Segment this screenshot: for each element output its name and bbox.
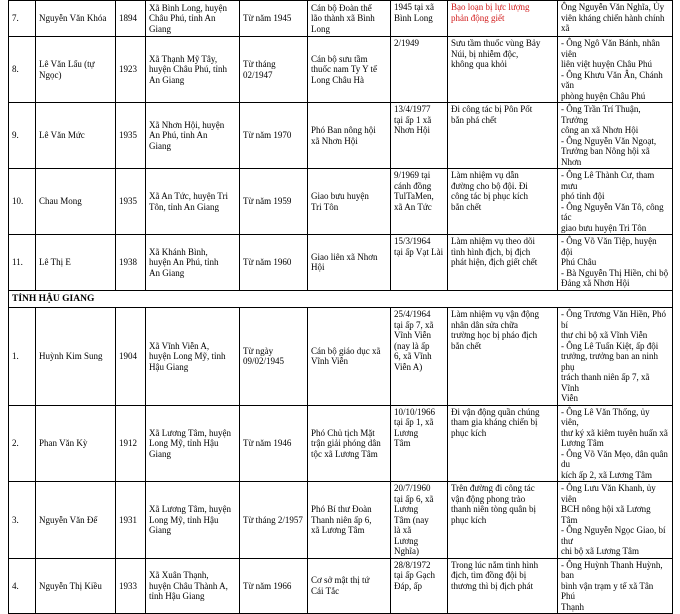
table-body-hau-giang (9, 308, 673, 614)
cell-birth-year: 1931 (116, 482, 146, 559)
cell-death-reason: Sưu tầm thuốc vùng Bảy Núi, bị nhiễm độc, không qua khỏi (448, 37, 558, 103)
table-section-header (9, 290, 673, 308)
cell-stt: 4. (9, 558, 36, 614)
cell-stt: 9. (9, 103, 36, 169)
cell-service-period: Từ năm 1946 (240, 405, 308, 482)
cell-role: Giao bưu huyện Tri Tôn (308, 169, 391, 235)
table-row (9, 405, 673, 482)
cell-role: Cơ sở mật thị tứ Cái Tắc (308, 558, 391, 614)
cell-address: Xã Lương Tâm, huyện Long Mỹ, tỉnh Hậu Giang (146, 482, 240, 559)
cell-death-place: 28/8/1972 tại ấp Gạch Đáp, ấp (391, 558, 448, 614)
cell-birth-year: 1904 (116, 308, 146, 406)
cell-death-reason: Đi vận động quần chúng tham gia kháng chiến bị phục kích (448, 405, 558, 482)
cell-service-period: Từ năm 1945 (240, 1, 308, 37)
cell-address: Xã Lương Tâm, huyện Long Mỹ, tỉnh Hậu Giang (146, 405, 240, 482)
table-row (9, 558, 673, 614)
cell-stt: 3. (9, 482, 36, 559)
cell-service-period: Từ tháng 02/1947 (240, 37, 308, 103)
cell-service-period: Từ năm 1966 (240, 558, 308, 614)
cell-death-place: 2/1949 (391, 37, 448, 103)
table-row (9, 482, 673, 559)
cell-role: Cán bộ sưu tầm thuốc nam Ty Y tế Long Châu Hà (308, 37, 391, 103)
cell-service-period: Từ năm 1960 (240, 235, 308, 291)
cell-role: Phó Bí thư Đoàn Thanh niên ấp 6, xã Lương Tâm (308, 482, 391, 559)
cell-stt: 8. (9, 37, 36, 103)
table-row (9, 235, 673, 291)
cell-witnesses: - Ông Trần Trí Thuận, Trưởng công an xã Nhơn Hội - Ông Nguyễn Văn Ngoạt, Trưởng ban Nông hội xã Nhơn (558, 103, 673, 169)
cell-death-place: 9/1969 tại cánh đồng TulTaMen, xã An Tức (391, 169, 448, 235)
cell-name: Huỳnh Kim Sung (36, 308, 116, 406)
cell-birth-year: 1933 (116, 558, 146, 614)
cell-birth-year: 1938 (116, 235, 146, 291)
cell-name: Chau Mong (36, 169, 116, 235)
cell-name: Phan Văn Kỳ (36, 405, 116, 482)
cell-death-reason: Đi công tác bị Pôn Pốt bắn phá chết (448, 103, 558, 169)
cell-service-period: Từ năm 1959 (240, 169, 308, 235)
cell-stt: 10. (9, 169, 36, 235)
cell-death-reason: Làm nhiệm vụ vận động nhân dân sửa chữa trường học bị pháo địch bắn chết (448, 308, 558, 406)
martyr-records-table (8, 0, 673, 614)
cell-role: Giao liên xã Nhơn Hội (308, 235, 391, 291)
cell-address: Xã Xuân Thạnh, huyện Châu Thành A, tỉnh Hậu Giang (146, 558, 240, 614)
cell-birth-year: 1912 (116, 405, 146, 482)
cell-death-reason: Trên đường đi công tác vận động phong trào thanh niên tòng quân bị phục kích (448, 482, 558, 559)
table-row (9, 103, 673, 169)
cell-stt: 2. (9, 405, 36, 482)
cell-witnesses: - Ông Lê Thành Cư, tham mưu phó tỉnh đội - Ông Nguyễn Văn Tô, công tác giao bưu huyện Tri Tôn (558, 169, 673, 235)
cell-death-place: 15/3/1964 tại ấp Vạt Lài (391, 235, 448, 291)
cell-stt: 11. (9, 235, 36, 291)
cell-name: Lê Văn Mức (36, 103, 116, 169)
cell-death-reason: Làm nhiệm vụ theo dõi tình hình địch, bị địch phát hiện, địch giết chết (448, 235, 558, 291)
cell-name: Nguyễn Văn Đế (36, 482, 116, 559)
cell-name: Lê Thị E (36, 235, 116, 291)
table-row (9, 169, 673, 235)
cell-birth-year: 1935 (116, 169, 146, 235)
cell-witnesses: - Ông Lưu Văn Khanh, ủy viên BCH nông hội xã Lương Tâm - Ông Nguyễn Ngọc Giao, bí thư chi bộ xã Lương Tâm (558, 482, 673, 559)
cell-witnesses: - Ông Lê Văn Thống, ủy viên, thư ký xã kiêm tuyên huấn xã Lương Tâm - Ông Võ Văn Mẹo, dân quân du kích ấp 2, xã Lương Tâm (558, 405, 673, 482)
cell-death-place: 20/7/1960 tại ấp 6, xã Lương Tâm (nay là xã Lương Nghĩa) (391, 482, 448, 559)
cell-witnesses: Ông Nguyễn Văn Nghĩa, Ủy viên kháng chiến hành chính xã (558, 1, 673, 37)
cell-death-place: 25/4/1964 tại ấp 7, xã Vĩnh Viễn (nay là ấp 6, xã Vĩnh Viễn A) (391, 308, 448, 406)
table-body-an-giang (9, 1, 673, 291)
cell-name: Lê Văn Lẩu (tự Ngọc) (36, 37, 116, 103)
cell-role: Phó Chủ tịch Mặt trận giải phóng dân tộc xã Lương Tâm (308, 405, 391, 482)
cell-birth-year: 1894 (116, 1, 146, 37)
cell-role: Cán bộ Đoàn thể lão thành xã Bình Long (308, 1, 391, 37)
cell-name: Nguyễn Thị Kiều (36, 558, 116, 614)
cell-death-reason: Làm nhiệm vụ dẫn đường cho bộ đội. Đi công tác bị phục kích bắn chết (448, 169, 558, 235)
cell-address: Xã An Tức, huyện Tri Tôn, tỉnh An Giang (146, 169, 240, 235)
cell-address: Xã Thạnh Mỹ Tây, huyện Châu Phú, tỉnh An Giang (146, 37, 240, 103)
cell-service-period: Từ ngày 09/02/1945 (240, 308, 308, 406)
section-row (9, 290, 673, 308)
cell-death-place: 13/4/1977 tại ấp 1 xã Nhơn Hội (391, 103, 448, 169)
cell-witnesses: - Ông Huỳnh Thanh Huỳnh, ban bình vận trạm y tế xã Tân Phú Thạnh (558, 558, 673, 614)
cell-birth-year: 1923 (116, 37, 146, 103)
cell-death-reason: Bạo loạn bị lực lượng phản động giết (448, 1, 558, 37)
section-title: TỈNH HẬU GIANG (9, 290, 673, 308)
cell-role: Phó Ban nông hội xã Nhơn Hội (308, 103, 391, 169)
cell-address: Xã Vĩnh Viễn A, huyện Long Mỹ, tỉnh Hậu Giang (146, 308, 240, 406)
cell-death-reason: Trong lúc nắm tình hình địch, tìm đồng đội bị thương thì bị địch phát (448, 558, 558, 614)
cell-witnesses: - Ông Ngô Văn Bánh, nhân viên liên việt huyện Châu Phú - Ông Khưu Văn Ân, Chánh văn phòng huyện Châu Phú (558, 37, 673, 103)
cell-address: Xã Khánh Bình, huyện An Phú, tỉnh An Giang (146, 235, 240, 291)
cell-stt: 7. (9, 1, 36, 37)
cell-address: Xã Bình Long, huyện Châu Phú, tỉnh An Giang (146, 1, 240, 37)
cell-service-period: Từ năm 1970 (240, 103, 308, 169)
cell-role: Cán bộ giáo dục xã Vĩnh Viễn (308, 308, 391, 406)
cell-stt: 1. (9, 308, 36, 406)
cell-birth-year: 1935 (116, 103, 146, 169)
table-row (9, 1, 673, 37)
cell-death-place: 10/10/1966 tại ấp 1, xã Lương Tâm (391, 405, 448, 482)
cell-service-period: Từ tháng 2/1957 (240, 482, 308, 559)
cell-name: Nguyễn Văn Khóa (36, 1, 116, 37)
table-row (9, 308, 673, 406)
cell-death-place: 1945 tại xã Bình Long (391, 1, 448, 37)
table-row (9, 37, 673, 103)
cell-witnesses: - Ông Trương Văn Hiền, Phó bí thư chi bộ xã Vĩnh Viễn - Ông Lê Tuấn Kiệt, ấp đội trưởng, trưởng ban an ninh phụ trách thanh niên ấp 7, xã Vĩnh Viễn (558, 308, 673, 406)
cell-witnesses: - Ông Võ Văn Tiệp, huyện đội Phú Châu - Bà Nguyễn Thị Hiền, chi bộ Đảng xã Nhơn Hội (558, 235, 673, 291)
cell-address: Xã Nhơn Hội, huyện An Phú, tỉnh An Giang (146, 103, 240, 169)
